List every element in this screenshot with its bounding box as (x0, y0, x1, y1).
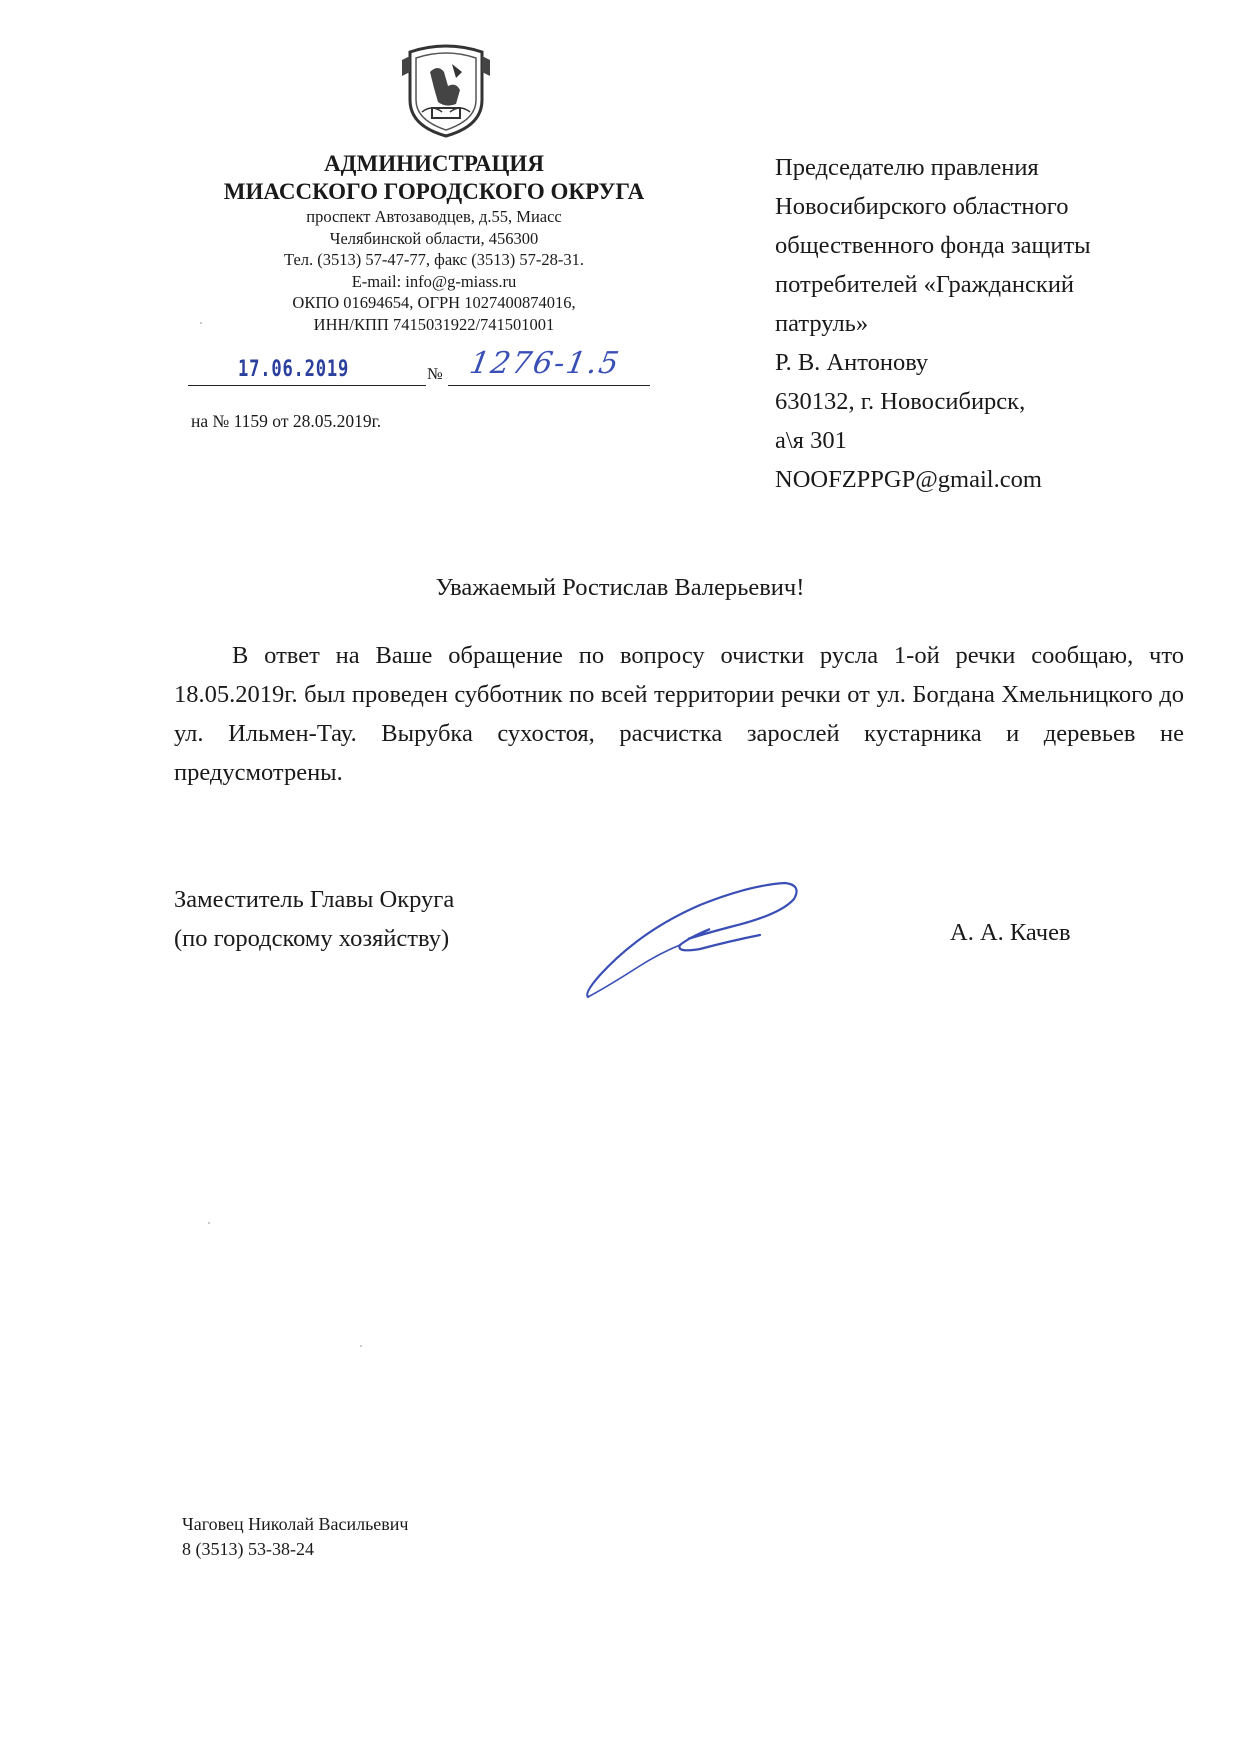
organization-header (180, 150, 688, 335)
org-title-line-2: МИАССКОГО ГОРОДСКОГО ОКРУГА (223, 179, 645, 204)
scan-speck (200, 322, 202, 324)
addressee-line: Председателю правления (775, 154, 1039, 181)
number-sign: № (427, 364, 443, 383)
outgoing-number-handwritten: 1276-1.5 (466, 346, 624, 381)
addressee-line: а\я 301 (775, 427, 847, 454)
addressee-block (775, 148, 1195, 499)
coat-of-arms-icon (402, 42, 490, 138)
addressee-line: 630132, г. Новосибирск, (775, 388, 1026, 415)
org-codes-line-2: ИНН/КПП 7415031922/741501001 (313, 314, 555, 334)
org-email: E-mail: info@g-miass.ru (351, 271, 517, 291)
signer-position (174, 880, 454, 958)
addressee-line: потребителей «Гражданский (775, 271, 1075, 298)
signer-position-line-1: Заместитель Главы Округа (174, 886, 455, 913)
addressee-line: Новосибирского областного (775, 193, 1069, 220)
addressee-line: патруль» (775, 310, 869, 337)
signer-name: А. А. Качев (950, 919, 1071, 946)
org-codes-line-1: ОКПО 01694654, ОГРН 1027400874016, (292, 293, 576, 312)
addressee-line: Р. В. Антонову (775, 349, 929, 376)
executor-block (182, 1512, 408, 1562)
scan-speck (208, 1222, 210, 1224)
addressee-line: общественного фонда защиты (775, 232, 1091, 259)
body-paragraph: В ответ на Ваше обращение по вопросу очистки русла 1-ой речки сообщаю, что 18.05.2019г. был проведен субботник по всей территории речки от ул. Богдана Хмельницкого до ул. Ильмен-Тау. Вырубка сухостоя, расчистка зарослей кустарника и деревьев не предусмотрены. (174, 642, 1184, 786)
org-address-line-1: проспект Автозаводцев, д.55, Миасс (306, 207, 562, 226)
greeting: Уважаемый Ростислав Валерьевич! (435, 574, 805, 601)
org-address-line-2: Челябинской области, 456300 (329, 228, 539, 248)
org-phone: Тел. (3513) 57-47-77, факс (3513) 57-28-31. (284, 250, 584, 269)
executor-name: Чаговец Николай Васильевич (182, 1514, 409, 1534)
signer-position-line-2: (по городскому хозяйству) (174, 925, 450, 952)
date-stamp: 17.06.2019 (238, 357, 350, 382)
reference-number: на № 1159 от 28.05.2019г. (191, 411, 382, 431)
addressee-email: NOOFZPPGP@gmail.com (775, 466, 1042, 493)
scan-speck (360, 1345, 362, 1347)
org-title-line-1: АДМИНИСТРАЦИЯ (324, 151, 544, 176)
executor-phone: 8 (3513) 53-38-24 (182, 1539, 314, 1559)
handwritten-signature-icon (580, 875, 810, 1005)
